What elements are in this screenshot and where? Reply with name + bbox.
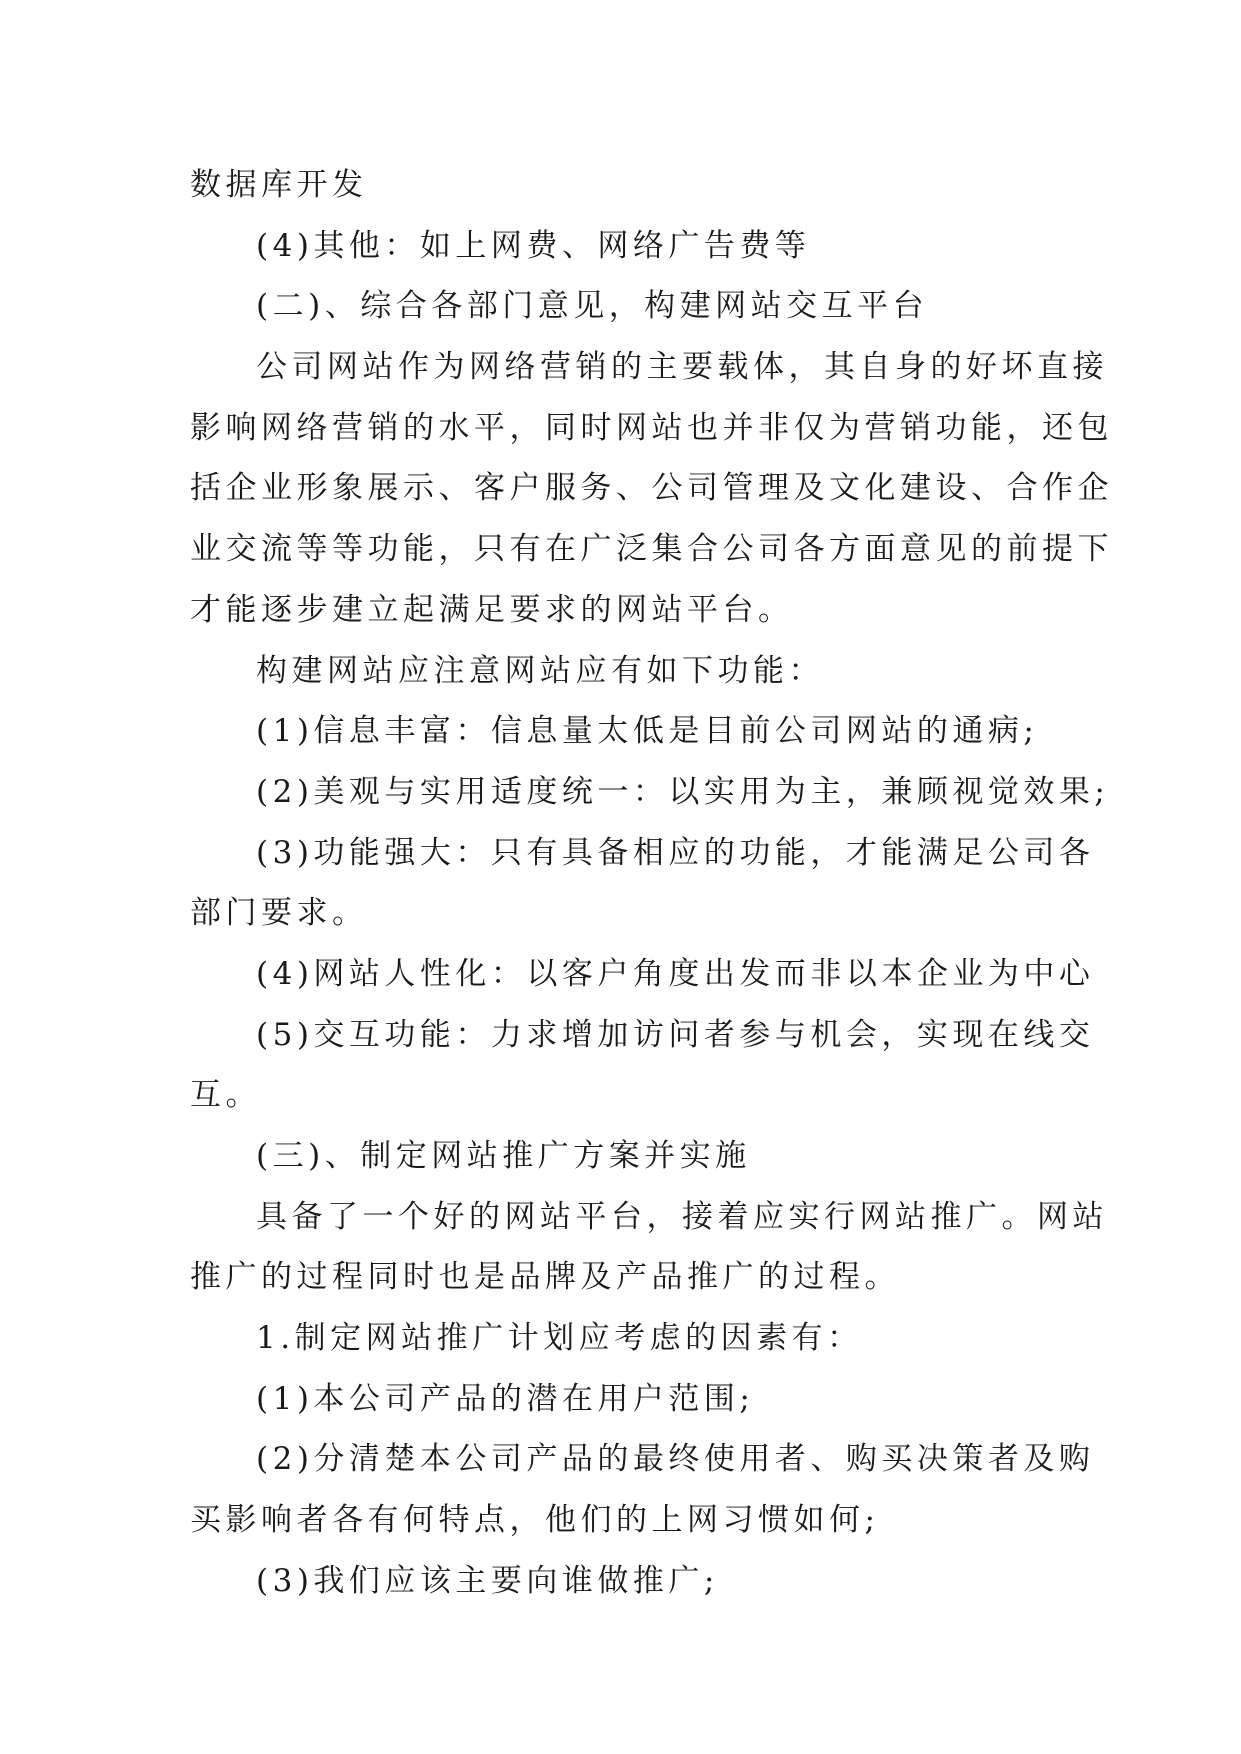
text-line: 推广的过程同时也是品牌及产品推广的过程。 bbox=[190, 1259, 900, 1296]
text-line: 1.制定网站推广计划应考虑的因素有： bbox=[256, 1320, 863, 1357]
text-line: 才能逐步建立起满足要求的网站平台。 bbox=[190, 591, 794, 628]
text-line: 业交流等等功能，只有在广泛集合公司各方面意见的前提下 bbox=[190, 531, 1113, 568]
text-line: (4)其他：如上网费、网络广告费等 bbox=[256, 227, 811, 264]
text-line: (三)、制定网站推广方案并实施 bbox=[256, 1138, 751, 1174]
text-line: 部门要求。 bbox=[190, 895, 368, 932]
text-line: 影响网络营销的水平，同时网站也并非仅为营销功能，还包 bbox=[190, 409, 1113, 446]
document-body bbox=[190, 155, 1113, 1612]
text-line: (5)交互功能：力求增加访问者参与机会，实现在线交 bbox=[256, 1016, 1095, 1053]
text-line: (1)本公司产品的潜在用户范围; bbox=[256, 1380, 755, 1417]
text-line: (3)我们应该主要向谁做推广; bbox=[256, 1562, 719, 1599]
text-line: 构建网站应注意网站应有如下功能： bbox=[256, 652, 824, 689]
text-line: (2)美观与实用适度统一：以实用为主，兼顾视觉效果; bbox=[256, 773, 1110, 810]
text-line: 数据库开发 bbox=[190, 167, 368, 203]
text-line: 买影响者各有何特点，他们的上网习惯如何; bbox=[190, 1502, 880, 1539]
text-line: 公司网站作为网络营销的主要载体，其自身的好坏直接 bbox=[256, 349, 1108, 386]
text-line: 括企业形象展示、客户服务、公司管理及文化建设、合作企 bbox=[190, 470, 1113, 507]
text-line: 具备了一个好的网站平台，接着应实行网站推广。网站 bbox=[256, 1198, 1108, 1235]
text-line: (2)分清楚本公司产品的最终使用者、购买决策者及购 bbox=[256, 1441, 1095, 1478]
text-line: (1)信息丰富：信息量太低是目前公司网站的通病; bbox=[256, 713, 1039, 750]
text-line: (4)网站人性化：以客户角度出发而非以本企业为中心 bbox=[256, 955, 1095, 992]
text-line: 互。 bbox=[190, 1077, 261, 1114]
text-line: (3)功能强大：只有具备相应的功能，才能满足公司各 bbox=[256, 834, 1095, 871]
text-line: (二)、综合各部门意见，构建网站交互平台 bbox=[256, 288, 929, 325]
